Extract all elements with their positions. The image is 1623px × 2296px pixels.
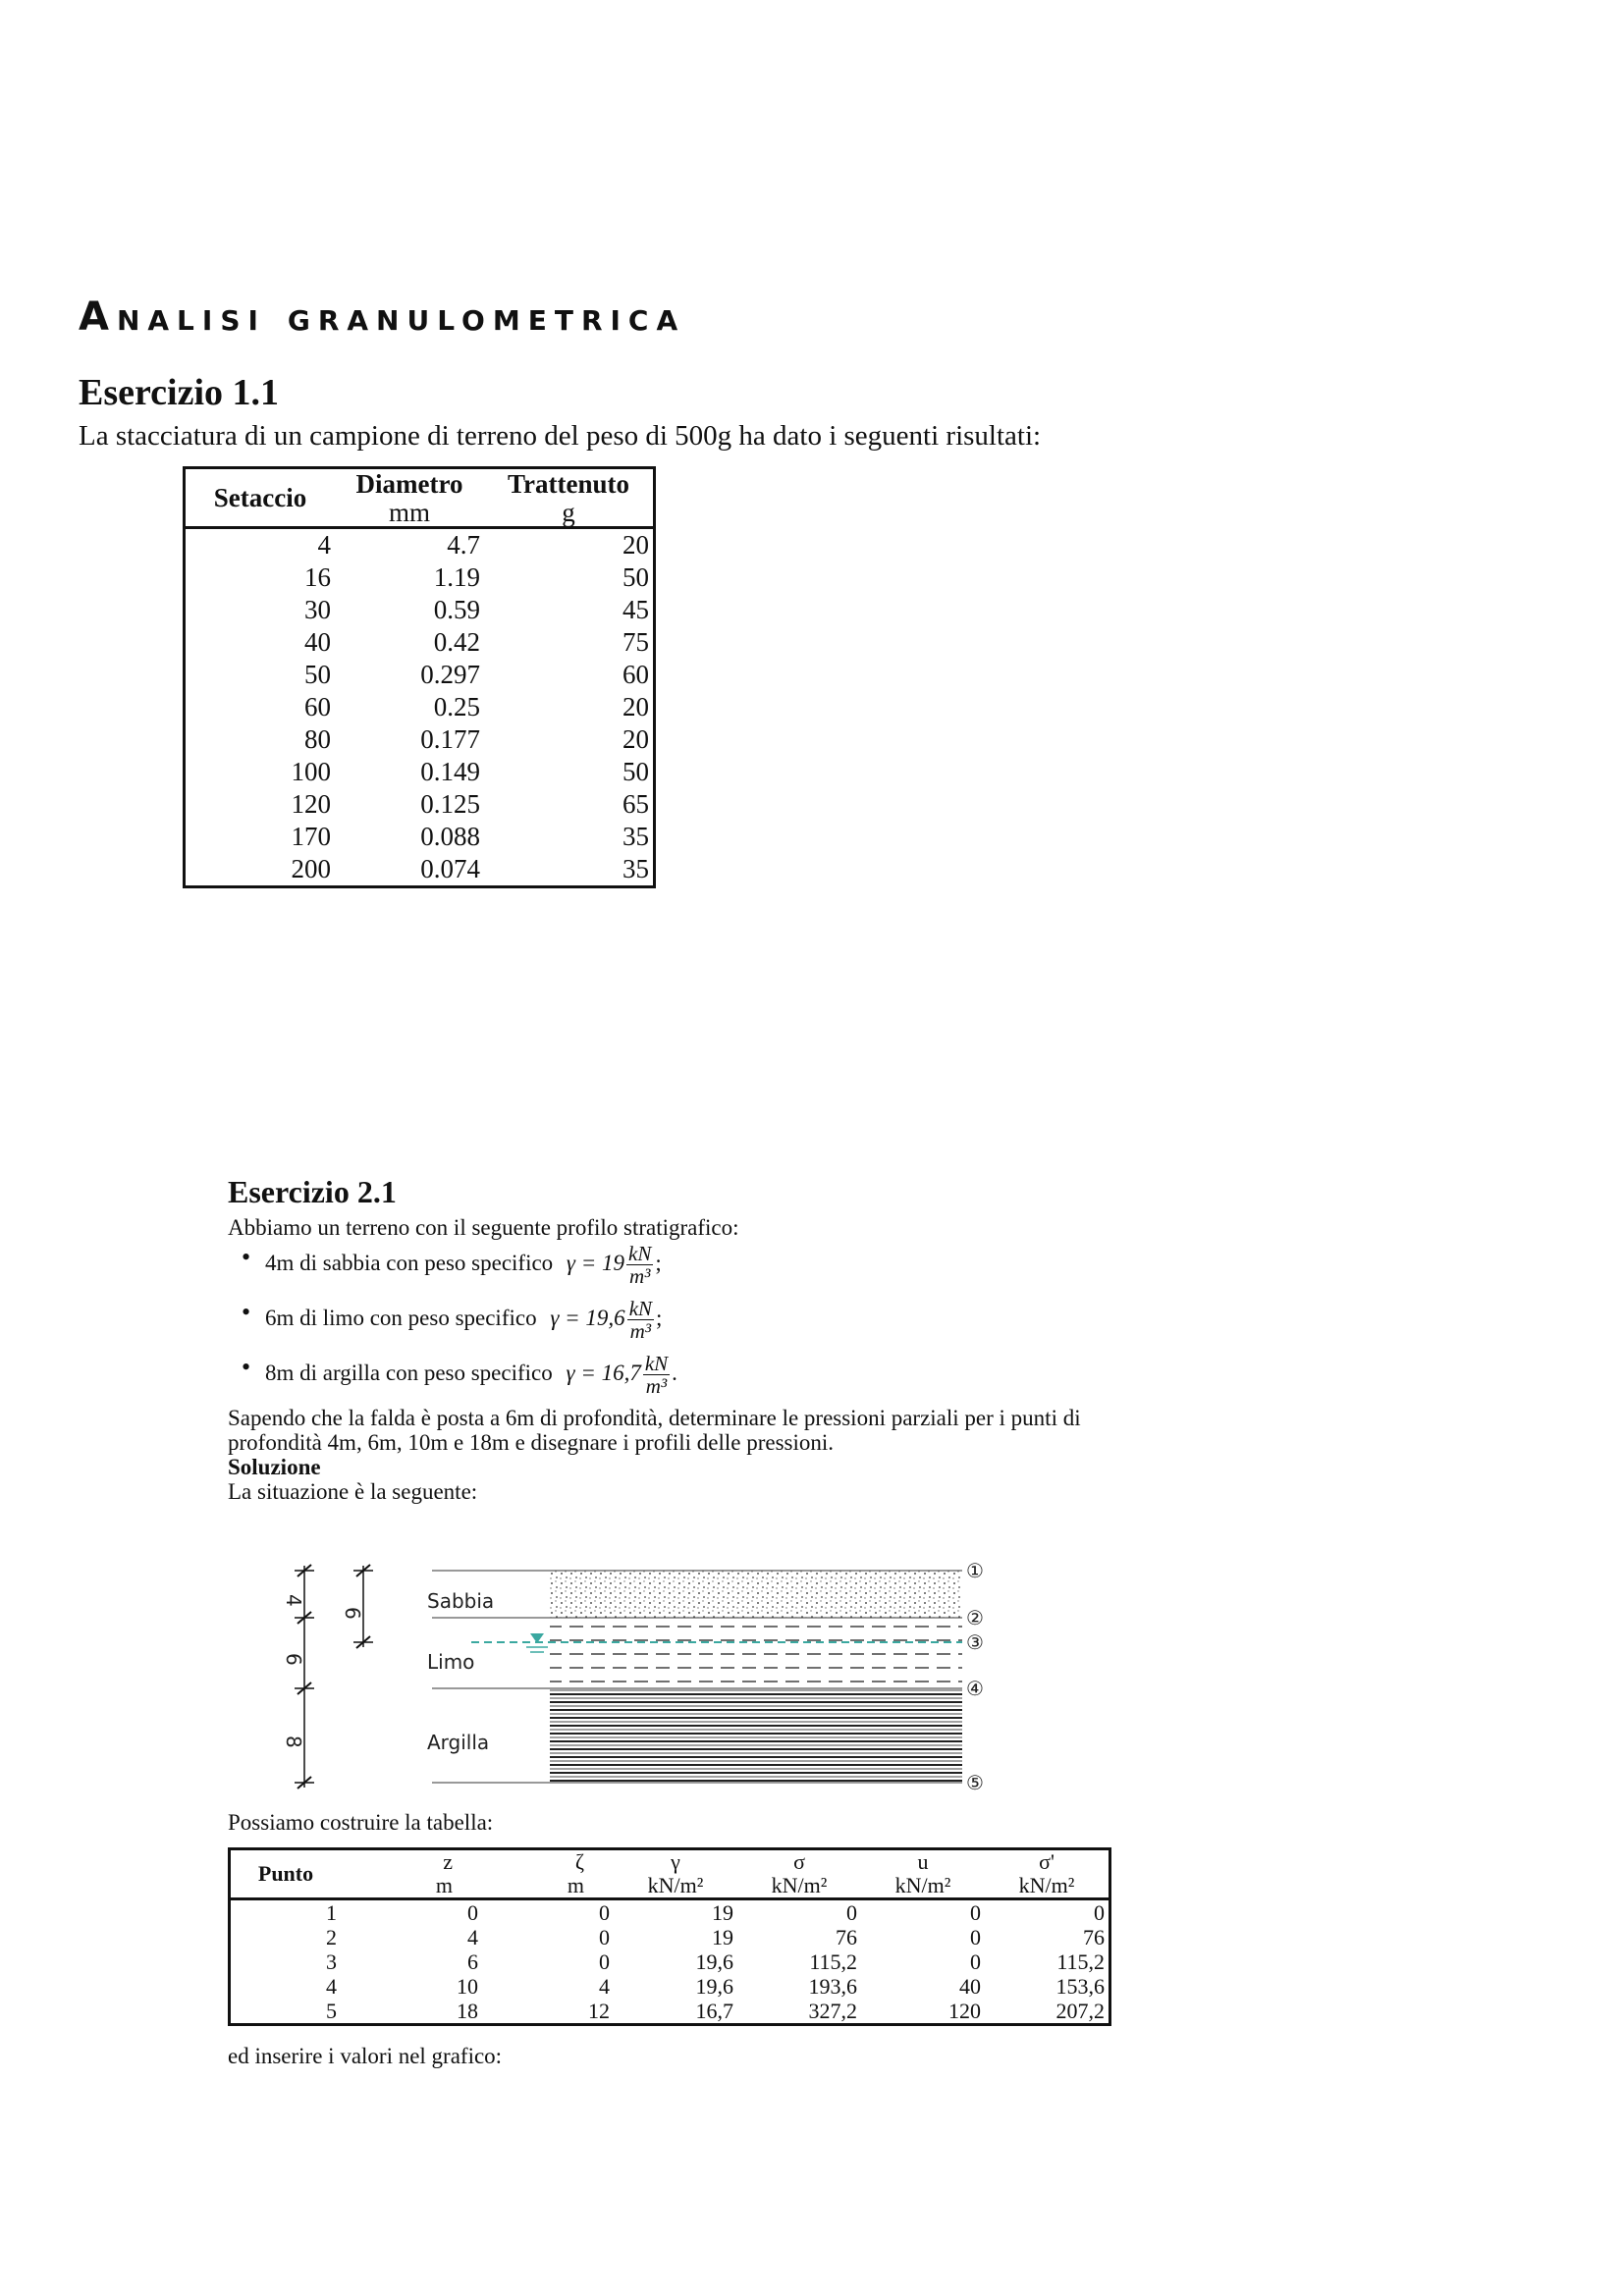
table-cell: 60 [622,660,649,689]
table-cell: 207,2 [1055,1999,1105,2023]
table-cell: 50 [304,660,331,689]
col-header-diametro: Diametro [355,469,463,499]
bullet-eq: γ = 19 [566,1250,625,1275]
dim-water-depth: 6 [341,1607,364,1620]
table-cell: 0.42 [433,627,480,657]
table-cell: 0.125 [420,789,480,819]
table-intro: Possiamo costruire la tabella: [228,1810,494,1835]
exercise-2-intro: Abbiamo un terreno con il seguente profilo stratigrafico: [228,1215,739,1240]
table-cell: 1.19 [433,562,480,592]
sand-layer [550,1571,962,1618]
table-cell: 35 [622,822,649,851]
bullet-end: ; [655,1250,662,1275]
table-cell: 4 [326,1974,337,1999]
table-cell: 19,6 [695,1949,733,1974]
col-header-setaccio: Setaccio [185,468,336,528]
table-cell: 0.59 [433,595,480,624]
table-cell: 19,6 [695,1974,733,1999]
unit-zeta: m [482,1874,614,1899]
situation-label: La situazione è la seguente: [228,1479,478,1504]
table-cell: 3 [326,1949,337,1974]
problem-line-2: profondità 4m, 6m, 10m e 18m e disegnare i profili delle pressioni. [228,1430,835,1455]
table-cell: 115,2 [809,1949,857,1974]
table-cell: 0 [599,1925,610,1949]
layer-label-limo: Limo [427,1650,475,1674]
table-cell: 16,7 [695,1999,733,2023]
col-header-punto: Punto [230,1849,342,1899]
table-row [230,1999,1110,2025]
table-cell: 0 [1094,1900,1105,1925]
table-row [230,1899,1110,1926]
table-cell: 153,6 [1055,1974,1105,1999]
table-row [230,1949,1110,1974]
table-cell: 50 [622,757,649,786]
layer-label-sabbia: Sabbia [427,1589,495,1613]
table-cell: 10 [457,1974,478,1999]
bullet-text: 4m di sabbia con peso specifico [265,1250,554,1275]
table-row [230,1925,1110,1949]
sieve-table [183,466,656,888]
unit-sigma-eff: kN/m² [985,1874,1110,1899]
table-row [185,626,655,659]
table-row [185,788,655,821]
table-cell: 0 [846,1900,857,1925]
unit-z: m [341,1874,482,1899]
unit-u: kN/m² [861,1874,985,1899]
table-row [185,659,655,691]
bullet-eq: γ = 19,6 [550,1305,625,1330]
dim-sand: 4 [282,1594,305,1607]
table-row [185,756,655,788]
dim-clay: 8 [282,1735,305,1748]
table-cell: 30 [304,595,331,624]
exercise-1-intro: La stacciatura di un campione di terreno del peso di 500g ha dato i seguenti risultati: [79,420,1042,452]
point-marker-4: ④ [966,1677,984,1700]
col-header-trattenuto: Trattenuto [508,469,629,499]
col-header-sigma-eff: σ' [1039,1849,1055,1874]
table-cell: 76 [836,1925,857,1949]
problem-line-1: Sapendo che la falda è posta a 6m di profondità, determinare le pressioni parziali per i punti di [228,1406,1081,1430]
table-cell: 0.088 [420,822,480,851]
unit-fraction: $\frac{kN}{\text{m³}}$ [628,1297,653,1343]
table-cell: 19 [712,1925,733,1949]
table-cell: 19 [712,1900,733,1925]
table-cell: 1 [326,1900,337,1925]
outro-text: ed inserire i valori nel grafico: [228,2044,503,2068]
col-header-z: z [443,1849,453,1874]
solution-label: Soluzione [228,1455,321,1479]
col-header-zeta: ζ [574,1849,584,1874]
point-marker-2: ② [966,1606,984,1629]
bullet-text: 6m di limo con peso specifico [265,1305,537,1330]
table-cell: 75 [622,627,649,657]
stratigraphic-diagram [265,1551,1100,1806]
unit-g: g [484,499,655,528]
point-marker-5: ⑤ [966,1771,984,1794]
table-cell: 0.297 [420,660,480,689]
table-cell: 120 [948,1999,981,2023]
bullet-text: 8m di argilla con peso specifico [265,1360,553,1385]
sieve-table-body [185,528,655,887]
table-cell: 20 [622,692,649,721]
bullet-end: ; [656,1305,663,1330]
table-cell: 60 [304,692,331,721]
stress-table [228,1847,1111,2026]
unit-sigma: kN/m² [737,1874,861,1899]
bullet-silt [242,1297,663,1343]
section-heading: Analisi granulometrica [79,294,686,340]
table-cell: 40 [304,627,331,657]
table-cell: 0.074 [420,854,480,883]
table-cell: 0 [970,1925,981,1949]
table-cell: 120 [291,789,331,819]
table-cell: 115,2 [1056,1949,1105,1974]
table-row [185,853,655,887]
table-cell: 4 [599,1974,610,1999]
table-cell: 6 [467,1949,478,1974]
table-row [185,594,655,626]
bullet-end: . [672,1360,677,1385]
stress-table-body [230,1899,1110,2025]
table-cell: 170 [291,822,331,851]
table-cell: 12 [588,1999,610,2023]
bullet-dot: • [242,1243,251,1271]
table-cell: 200 [291,854,331,883]
table-row [230,1974,1110,1999]
table-cell: 76 [1083,1925,1105,1949]
unit-fraction: $\frac{kN}{\text{m³}}$ [628,1242,652,1288]
table-cell: 0 [970,1900,981,1925]
table-cell: 65 [622,789,649,819]
col-header-sigma: σ [793,1849,805,1874]
table-cell: 0.25 [433,692,480,721]
table-cell: 0 [970,1949,981,1974]
table-row [185,723,655,756]
table-cell: 80 [304,724,331,754]
table-cell: 35 [622,854,649,883]
table-cell: 193,6 [808,1974,857,1999]
table-cell: 0 [599,1949,610,1974]
bullet-dot: • [242,1298,251,1326]
exercise-2-title: Esercizio 2.1 [228,1174,397,1209]
exercise-1-title: Esercizio 1.1 [79,372,280,413]
point-marker-3: ③ [966,1630,984,1654]
dim-silt: 6 [282,1653,305,1666]
col-header-u: u [917,1849,929,1874]
table-cell: 4.7 [447,530,480,560]
unit-mm: mm [335,499,484,528]
clay-layer [550,1688,962,1783]
table-row [185,821,655,853]
table-cell: 0.177 [420,724,480,754]
table-cell: 18 [457,1999,478,2023]
silt-layer [550,1618,962,1688]
bullet-dot: • [242,1353,251,1381]
table-cell: 40 [959,1974,981,1999]
table-cell: 0 [599,1900,610,1925]
table-cell: 0 [467,1900,478,1925]
col-header-gamma: γ [671,1849,680,1874]
table-cell: 0.149 [420,757,480,786]
bullet-sand [242,1242,662,1288]
table-cell: 4 [317,530,331,560]
table-row [185,528,655,562]
table-cell: 2 [326,1925,337,1949]
table-cell: 45 [622,595,649,624]
point-marker-1: ① [966,1559,984,1582]
table-cell: 4 [467,1925,478,1949]
table-cell: 20 [622,530,649,560]
table-row [185,561,655,594]
table-cell: 327,2 [808,1999,857,2023]
table-row [185,691,655,723]
bullet-clay [242,1352,677,1398]
table-cell: 5 [326,1999,337,2023]
table-cell: 50 [622,562,649,592]
table-cell: 16 [304,562,331,592]
table-cell: 100 [291,757,331,786]
bullet-eq: γ = 16,7 [566,1360,641,1385]
unit-fraction: $\frac{kN}{\text{m³}}$ [644,1352,669,1398]
layer-label-argilla: Argilla [427,1731,490,1754]
unit-gamma: kN/m² [614,1874,737,1899]
table-cell: 20 [622,724,649,754]
